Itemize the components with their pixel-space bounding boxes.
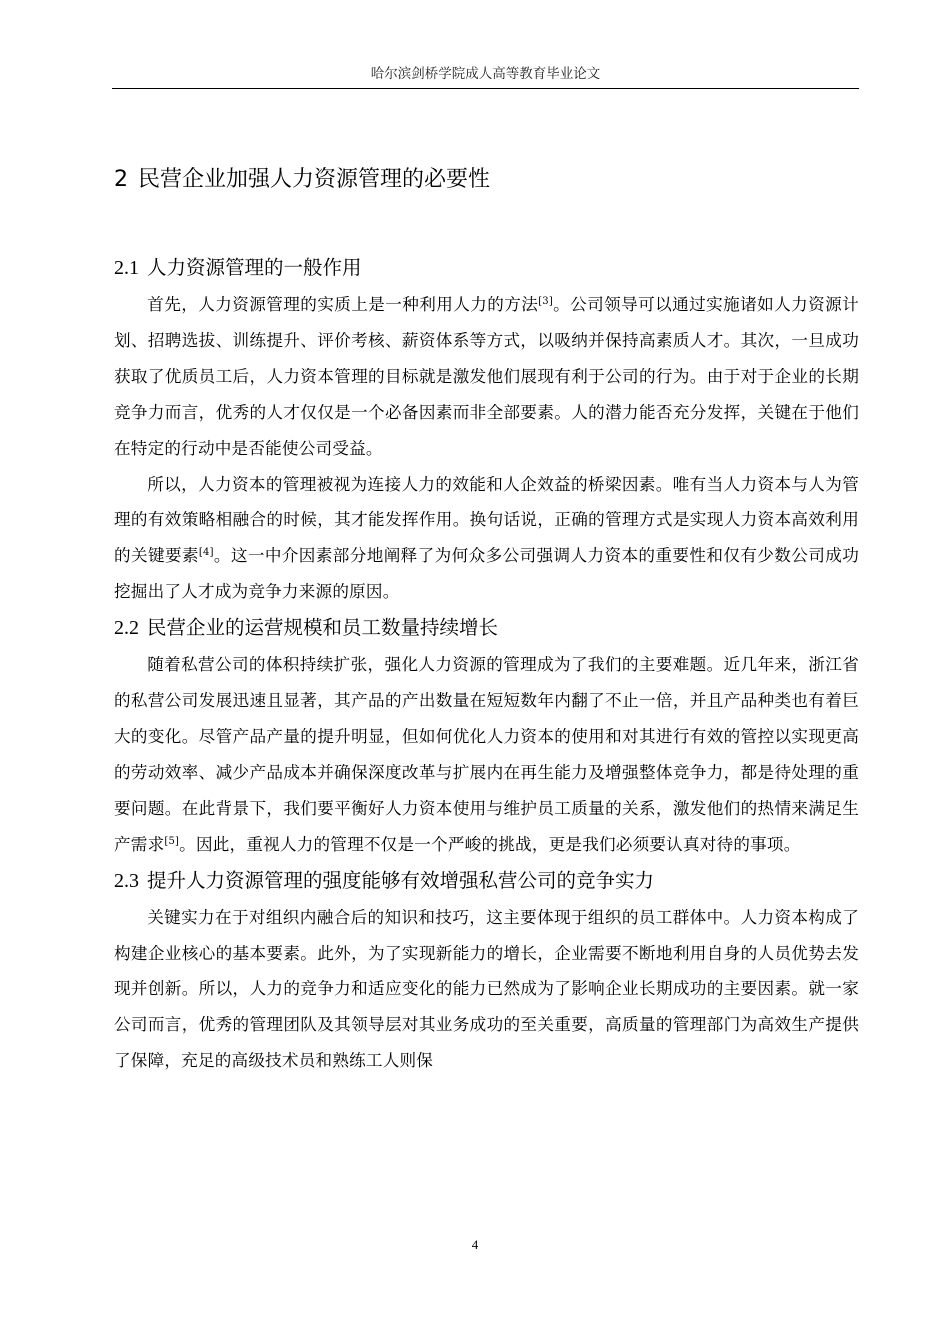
header-text: 哈尔滨剑桥学院成人高等教育毕业论文 xyxy=(370,66,601,82)
section-title xyxy=(114,612,859,644)
section-2-2 xyxy=(114,612,859,862)
section-number: 2.1 xyxy=(114,257,139,279)
paragraph-text: 。因此，重视人力的管理不仅是一个严峻的挑战，更是我们必须要认真对待的事项。 xyxy=(179,834,801,854)
section-title-text: 人力资源管理的一般作用 xyxy=(147,256,362,279)
paragraph-text: 随着私营公司的体积持续扩张，强化人力资源的管理成为了我们的主要难题。近几年来，浙江省的私营公司发展迅速且显著，其产品的产出数量在短短数年内翻了不止一倍，并且产品种类也有着巨大的变化。尽管产品产量的提升明显，但如何优化人力资本的使用和对其进行有效的管控以实现更高的劳动效率、减少产品成本并确保深度改革与扩展内在再生能力及增强整体竞争力，都是待处理的重要问题。在此背景下，我们要平衡好人力资本使用与维护员工质量的关系，激发他们的热情来满足生产需求 xyxy=(114,655,859,854)
section-title xyxy=(114,865,859,897)
paragraph-text: 首先，人力资源管理的实质上是一种利用人力的方法 xyxy=(147,295,539,314)
citation: [3] xyxy=(538,296,553,307)
paragraph xyxy=(114,467,859,611)
section-title xyxy=(114,252,859,284)
section-title-text: 提升人力资源管理的强度能够有效增强私营公司的竞争实力 xyxy=(147,868,655,892)
chapter-title-text: 民营企业加强人力资源管理的必要性 xyxy=(138,167,491,192)
chapter-title xyxy=(114,160,859,200)
paragraph-text: 关键实力在于对组织内融合后的知识和技巧，这主要体现于组织的员工群体中。人力资本构成了构建企业核心的基本要素。此外，为了实现新能力的增长，企业需要不断地利用自身的人员优势去发现并创新。所以，人力的竞争力和适应变化的能力已然成为了影响企业长期成功的主要因素。就一家公司而言，优秀的管理团队及其领导层对其业务成功的至关重要，高质量的管理部门为高效生产提供了保障，充足的高级技术员和熟练工人则保 xyxy=(114,907,859,1071)
paragraph-text: 。公司领导可以通过实施诸如人力资源计划、招聘选拔、训练提升、评价考核、薪资体系等方式，以吸纳并保持高素质人才。其次，一旦成功获取了优质员工后，人力资本管理的目标就是激发他们展现有利于公司的行为。由于对于企业的长期竞争力而言，优秀的人才仅仅是一个必备因素而非全部要素。人的潜力能否充分发挥，关键在于他们在特定的行动中是否能使公司受益。 xyxy=(114,295,859,458)
page-header xyxy=(112,64,859,89)
paragraph xyxy=(114,647,859,862)
section-title-text: 民营企业的运营规模和员工数量持续增长 xyxy=(147,616,499,640)
paragraph xyxy=(114,287,859,467)
document-body xyxy=(114,160,859,1079)
paragraph xyxy=(114,900,859,1080)
paragraph-text: 所以，人力资本的管理被视为连接人力的效能和人企效益的桥梁因素。唯有当人力资本与人为管理的有效策略相融合的时候，其才能发挥作用。换句话说，正确的管理方式是实现人力资本高效利用的关键要素 xyxy=(114,474,859,566)
section-number: 2.3 xyxy=(114,869,139,892)
paragraph-text: 。这一中介因素部分地阐释了为何众多公司强调人力资本的重要性和仅有少数公司成功挖掘出了人才成为竞争力来源的原因。 xyxy=(114,546,860,602)
page-number: 4 xyxy=(471,1237,479,1252)
citation: [4] xyxy=(198,547,214,559)
section-2-1 xyxy=(114,252,859,610)
citation: [5] xyxy=(164,835,180,847)
section-2-3 xyxy=(114,865,859,1080)
chapter-number: 2 xyxy=(114,167,128,192)
section-number: 2.2 xyxy=(114,617,139,640)
